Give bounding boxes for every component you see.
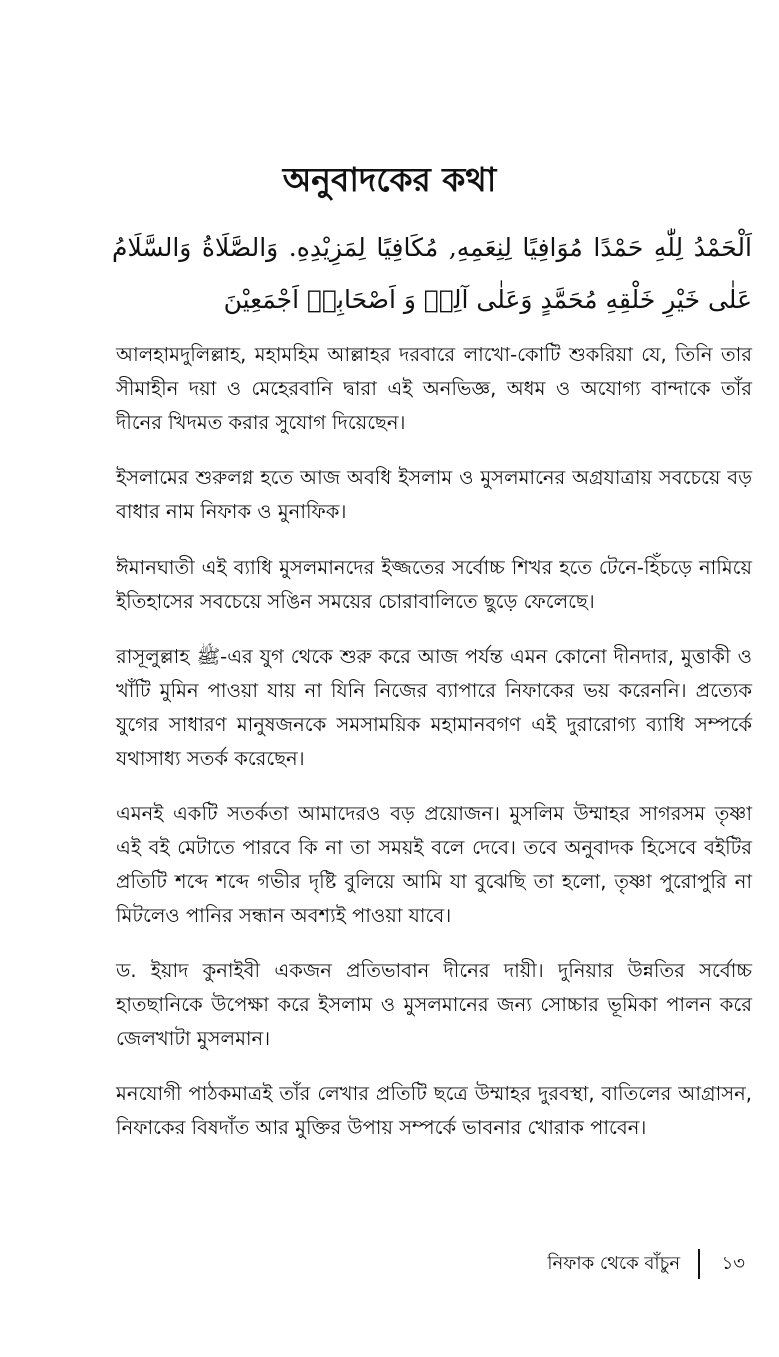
body-text bbox=[116, 338, 752, 1166]
paragraph: ইসলামের শুরুলগ্ন হতে আজ অবধি ইসলাম ও মুসলমানের অগ্রযাত্রায় সবচেয়ে বড় বাধার নাম নিফাক ও মুনাফিক। bbox=[116, 466, 752, 523]
paragraph: ঈমানঘাতী এই ব্যাধি মুসলমানদের ইজ্জতের সর্বোচ্চ শিখর হতে টেনে-হিঁচড়ে নামিয়ে ইতিহাসের সবচেয়ে সঙিন সময়ের চোরাবালিতে ছুড়ে ফেলেছে। bbox=[116, 556, 752, 613]
chapter-heading: অনুবাদকের কথা bbox=[282, 160, 497, 199]
paragraph: মনযোগী পাঠকমাত্রই তাঁর লেখার প্রতিটি ছত্রে উম্মাহর দুরবস্থা, বাতিলের আগ্রাসন, নিফাকের বিষদাঁত আর মুক্তির উপায় সম্পর্কে ভাবনার খোরাক পাবেন। bbox=[116, 1082, 752, 1139]
paragraph: আলহামদুলিল্লাহ, মহামহিম আল্লাহর দরবারে লাখো-কোটি শুকরিয়া যে, তিনি তার সীমাহীন দয়া ও মেহেরবানি দ্বারা এই অনভিজ্ঞ, অধম ও অযোগ্য বান্দাকে তাঁর দীনের খিদমত করার সুযোগ দিয়েছেন। bbox=[116, 343, 752, 434]
paragraph: এমনই একটি সতর্কতা আমাদেরও বড় প্রয়োজন। মুসলিম উম্মাহর সাগরসম তৃষ্ণা এই বই মেটাতে পারবে কি না তা সময়ই বলে দেবে। তবে অনুবাদক হিসেবে বইটির প্রতিটি শব্দে শব্দে গভীর দৃষ্টি বুলিয়ে আমি যা বুঝেছি তা হলো, তৃষ্ণা পুরোপুরি না মিটলেও পানির সন্ধান অবশ্যই পাওয়া যাবে। bbox=[116, 802, 752, 927]
paragraph: ড. ইয়াদ কুনাইবী একজন প্রতিভাবান দীনের দায়ী। দুনিয়ার উন্নতির সর্বোচ্চ হাতছানিকে উপেক্ষা করে ইসলাম ও মুসলমানের জন্য সোচ্চার ভূমিকা পালন করে জেলখাটা মুসলমান। bbox=[116, 959, 752, 1050]
page-footer bbox=[547, 1246, 745, 1282]
running-title: নিফাক থেকে বাঁচুন bbox=[547, 1252, 681, 1274]
arabic-invocation: اَلْحَمْدُ لِلّٰهِ حَمْدًا مُوَافِيًا لِنِعَمِهِ, مُكَافِيًا لِمَزِيْدِهِ. وَالصَّلَاةُ وَالسَّلَامُ عَلٰى خَيْرِ خَلْقِهِ مُحَمَّدٍ وَعَلٰى آلِهٖ وَ اَصْحَابِهٖ اَجْمَعِيْنَ bbox=[112, 233, 752, 314]
paragraph: রাসূলুল্লাহ ﷺ-এর যুগ থেকে শুরু করে আজ পর্যন্ত এমন কোনো দীনদার, মুত্তাকী ও খাঁটি মুমিন পাওয়া যায় না যিনি নিজের ব্যাপারে নিফাকের ভয় করেননি। প্রত্যেক যুগের সাধারণ মানুষজনকে সমসাময়িক মহামানবগণ এই দুরারোগ্য ব্যাধি সম্পর্কে যথাসাধ্য সতর্ক করেছেন। bbox=[116, 645, 753, 770]
page-number: ১৩ bbox=[721, 1252, 745, 1274]
